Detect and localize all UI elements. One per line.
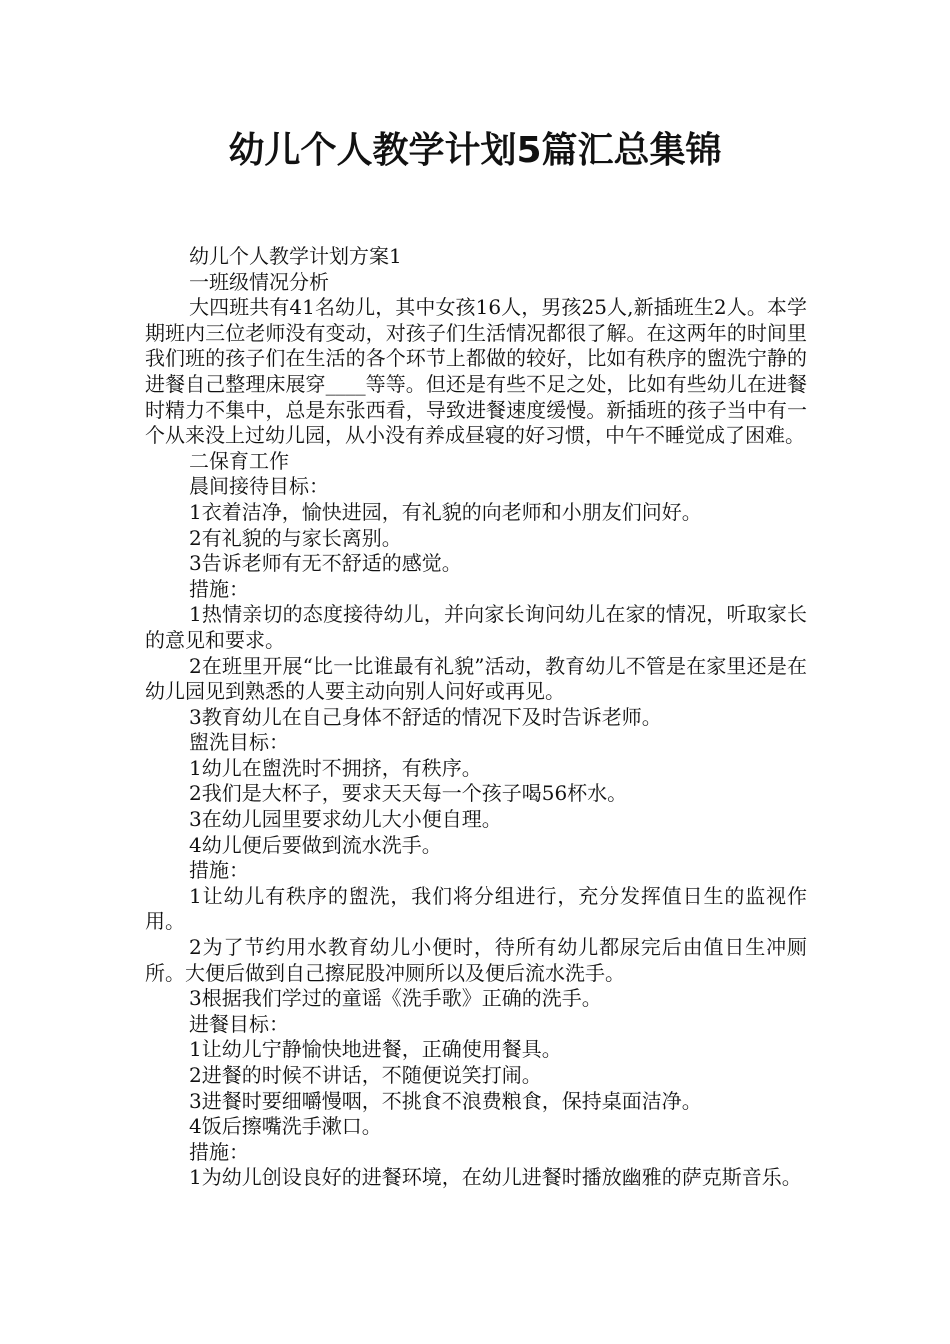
paragraph: 3告诉老师有无不舒适的感觉。 xyxy=(189,551,462,576)
paragraph: 1为幼儿创设良好的进餐环境，在幼儿进餐时播放幽雅的萨克斯音乐。 xyxy=(189,1165,802,1190)
paragraph: 措施： xyxy=(189,1139,249,1164)
paragraph: 2进餐的时候不讲话，不随便说笑打闹。 xyxy=(189,1063,542,1087)
paragraph: 4饭后擦嘴洗手漱口。 xyxy=(189,1114,382,1139)
paragraph: 措施： xyxy=(189,858,249,883)
paragraph: 2我们是大杯子，要求天天每一个孩子喝56杯水。 xyxy=(189,781,628,806)
paragraph: 1幼儿在盥洗时不拥挤，有秩序。 xyxy=(189,755,482,780)
paragraph: 4幼儿便后要做到流水洗手。 xyxy=(189,832,442,857)
paragraph: 一班级情况分析 xyxy=(189,269,329,294)
paragraph: 1让幼儿有秩序的盥洗，我们将分组进行，充分发挥值日生的监视作用。 xyxy=(145,883,807,934)
paragraph: 3根据我们学过的童谣《洗手歌》正确的洗手。 xyxy=(189,986,602,1011)
paragraph: 2有礼貌的与家长离别。 xyxy=(189,525,402,550)
paragraph: 大四班共有41名幼儿，其中女孩16人，男孩25人,新插班生2人。本学期班内三位老师没有变动，对孩子们生活情况都很了解。在这两年的时间里我们班的孩子们在生活的各个环节上都做的较好，比如有秩序的盥洗宁静的进餐自己整理床展穿____等等。但还是有些不足之处，比如有些幼儿在进餐时精力不集中，总是东张西看，导致进餐速度缓慢。新插班的孩子当中有一个从来没上过幼儿园，从小没有养成昼寝的好习惯，中午不睡觉成了困难。 xyxy=(145,295,807,448)
paragraph: 1热情亲切的态度接待幼儿，并向家长询问幼儿在家的情况，听取家长的意见和要求。 xyxy=(145,602,807,652)
paragraph: 二保育工作 xyxy=(189,448,289,473)
paragraph: 1让幼儿宁静愉快地进餐，正确使用餐具。 xyxy=(189,1037,562,1062)
document-body xyxy=(145,244,807,1191)
paragraph: 3教育幼儿在自己身体不舒适的情况下及时告诉老师。 xyxy=(189,704,662,729)
paragraph: 2在班里开展“比一比谁最有礼貌”活动，教育幼儿不管是在家里还是在幼儿园见到熟悉的人要主动向别人问好或再见。 xyxy=(145,653,807,704)
paragraph: 盥洗目标： xyxy=(189,730,289,755)
paragraph: 2为了节约用水教育幼儿小便时，待所有幼儿都尿完后由值日生冲厕所。大便后做到自己擦屁股冲厕所以及便后流水洗手。 xyxy=(145,935,807,985)
paragraph: 幼儿个人教学计划方案1 xyxy=(189,244,402,268)
document-title: 幼儿个人教学计划5篇汇总集锦 xyxy=(228,130,722,171)
paragraph: 3在幼儿园里要求幼儿大小便自理。 xyxy=(189,807,502,832)
paragraph: 进餐目标： xyxy=(189,1011,289,1036)
paragraph: 晨间接待目标： xyxy=(189,474,329,499)
paragraph: 3进餐时要细嚼慢咽，不挑食不浪费粮食，保持桌面洁净。 xyxy=(189,1088,702,1113)
paragraph: 措施： xyxy=(189,576,249,601)
paragraph: 1衣着洁净，愉快进园，有礼貌的向老师和小朋友们问好。 xyxy=(189,499,702,524)
